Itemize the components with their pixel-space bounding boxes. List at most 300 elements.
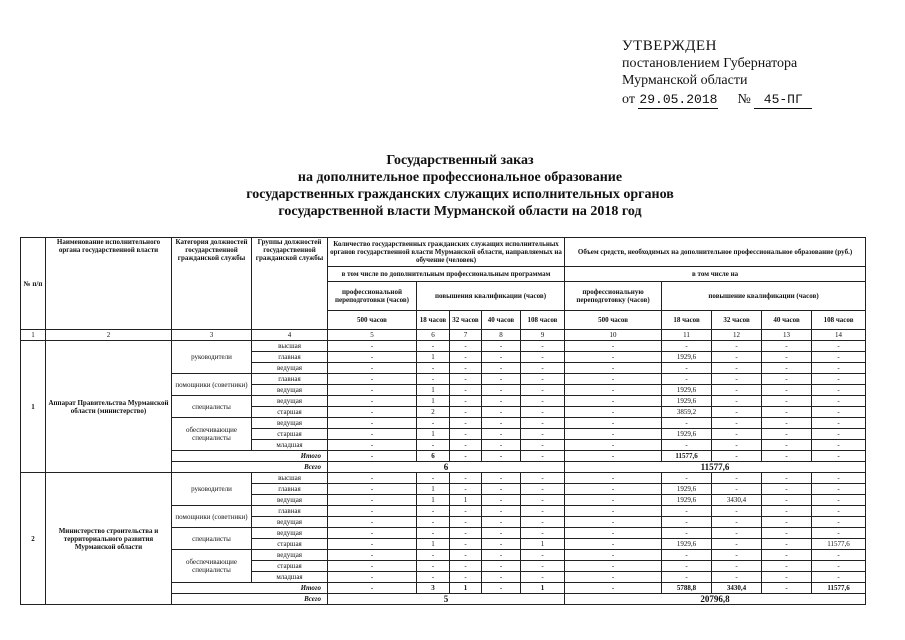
value-cell: - — [712, 539, 762, 550]
group-cell: главная — [252, 374, 328, 385]
itogo-label: Итого — [172, 451, 328, 462]
value-cell: - — [450, 506, 482, 517]
category-cell: помощники (советники) — [172, 506, 252, 528]
value-cell: - — [328, 517, 417, 528]
value-cell: - — [417, 418, 450, 429]
value-cell: - — [450, 539, 482, 550]
itogo-value: - — [482, 583, 521, 594]
value-cell: - — [328, 440, 417, 451]
value-cell: - — [712, 517, 762, 528]
header-32h: 32 часов — [450, 311, 482, 330]
value-cell: - — [450, 517, 482, 528]
col-num: 1 — [21, 330, 46, 341]
value-cell: - — [328, 528, 417, 539]
value-cell: - — [712, 341, 762, 352]
value-cell: - — [812, 385, 866, 396]
value-cell: - — [521, 517, 565, 528]
value-cell: - — [565, 495, 662, 506]
header-funds-retraining: профессиональную переподготовку (часов) — [565, 282, 662, 311]
value-cell: - — [450, 363, 482, 374]
value-cell: - — [712, 506, 762, 517]
approval-date: 29.05.2018 — [639, 92, 718, 107]
group-cell: главная — [252, 506, 328, 517]
group-cell: ведущая — [252, 550, 328, 561]
value-cell: 2 — [417, 407, 450, 418]
value-cell: - — [450, 473, 482, 484]
value-cell: - — [482, 484, 521, 495]
value-cell: - — [762, 484, 812, 495]
value-cell: 1929,6 — [662, 539, 712, 550]
value-cell: - — [762, 341, 812, 352]
value-cell: - — [565, 539, 662, 550]
value-cell: - — [712, 352, 762, 363]
group-cell: старшая — [252, 561, 328, 572]
value-cell: - — [417, 374, 450, 385]
value-cell: - — [812, 418, 866, 429]
value-cell: - — [662, 473, 712, 484]
value-cell: - — [328, 385, 417, 396]
group-cell: ведущая — [252, 418, 328, 429]
value-cell: - — [328, 506, 417, 517]
org-number: 1 — [21, 341, 46, 473]
value-cell: 3430,4 — [712, 495, 762, 506]
col-num: 13 — [762, 330, 812, 341]
value-cell: - — [521, 495, 565, 506]
value-cell: 11577,6 — [812, 539, 866, 550]
header-funds-sub: в том числе на — [565, 267, 866, 282]
value-cell: - — [565, 473, 662, 484]
value-cell: - — [521, 363, 565, 374]
value-cell: 1 — [417, 352, 450, 363]
value-cell: - — [762, 352, 812, 363]
value-cell: 1 — [417, 429, 450, 440]
value-cell: - — [762, 550, 812, 561]
value-cell: - — [812, 374, 866, 385]
value-cell: - — [662, 418, 712, 429]
value-cell: - — [328, 429, 417, 440]
col-num: 7 — [450, 330, 482, 341]
value-cell: - — [417, 363, 450, 374]
group-cell: высшая — [252, 341, 328, 352]
value-cell: - — [328, 396, 417, 407]
header-count: Количество государственных гражданских служащих исполнительных органов государственной власти Мурманской области, направляемых на обучение (человек) — [328, 238, 565, 267]
value-cell: - — [450, 550, 482, 561]
header-category: Категория должностей государственной гражданской службы — [172, 238, 252, 330]
group-cell: старшая — [252, 429, 328, 440]
group-cell: старшая — [252, 539, 328, 550]
header-40h: 40 часов — [482, 311, 521, 330]
value-cell: - — [521, 341, 565, 352]
value-cell: - — [712, 429, 762, 440]
value-cell: - — [328, 561, 417, 572]
col-num: 5 — [328, 330, 417, 341]
value-cell: - — [417, 572, 450, 583]
vsego-sum: 11577,6 — [565, 462, 866, 473]
value-cell: 1 — [417, 539, 450, 550]
title-line-1: Государственный заказ — [386, 153, 534, 168]
header-no: № п/п — [21, 238, 46, 330]
value-cell: - — [450, 374, 482, 385]
group-cell: ведущая — [252, 528, 328, 539]
col-num: 8 — [482, 330, 521, 341]
value-cell: - — [482, 374, 521, 385]
col-num: 12 — [712, 330, 762, 341]
value-cell: - — [521, 440, 565, 451]
group-cell: ведущая — [252, 363, 328, 374]
value-cell: - — [812, 429, 866, 440]
itogo-value: - — [521, 451, 565, 462]
value-cell: - — [450, 407, 482, 418]
value-cell: - — [812, 517, 866, 528]
value-cell: - — [762, 517, 812, 528]
header-funds: Объем средств, необходимых на дополнительное профессиональное образование (руб.) — [565, 238, 866, 267]
header-retraining: профессиональной переподготовки (часов) — [328, 282, 417, 311]
value-cell: - — [812, 528, 866, 539]
value-cell: - — [482, 528, 521, 539]
org2-section — [21, 473, 866, 605]
value-cell: - — [565, 506, 662, 517]
group-cell: главная — [252, 352, 328, 363]
value-cell: 1929,6 — [662, 484, 712, 495]
value-cell: - — [812, 363, 866, 374]
value-cell: - — [521, 528, 565, 539]
value-cell: - — [762, 495, 812, 506]
value-cell: - — [450, 440, 482, 451]
approval-block — [622, 38, 892, 109]
value-cell: - — [812, 561, 866, 572]
header-500h-funds: 500 часов — [565, 311, 662, 330]
value-cell: - — [417, 473, 450, 484]
vsego-count: 6 — [328, 462, 565, 473]
value-cell: 3859,2 — [662, 407, 712, 418]
itogo-value: 11577,6 — [812, 583, 866, 594]
group-cell: ведущая — [252, 495, 328, 506]
itogo-value: - — [450, 451, 482, 462]
date-prefix: от — [622, 92, 635, 107]
group-cell: младшая — [252, 572, 328, 583]
header-qualification: повышения квалификации (часов) — [417, 282, 565, 311]
value-cell: 1 — [417, 385, 450, 396]
col-num: 10 — [565, 330, 662, 341]
value-cell: - — [565, 385, 662, 396]
value-cell: - — [712, 363, 762, 374]
value-cell: 1 — [417, 495, 450, 506]
category-cell: специалисты — [172, 396, 252, 418]
value-cell: - — [482, 572, 521, 583]
value-cell: - — [762, 374, 812, 385]
vsego-label: Всего — [172, 594, 328, 605]
approval-number: 45-ПГ — [754, 91, 812, 109]
value-cell: - — [417, 517, 450, 528]
value-cell: - — [762, 440, 812, 451]
value-cell: - — [712, 528, 762, 539]
value-cell: - — [565, 374, 662, 385]
value-cell: - — [482, 495, 521, 506]
header-40h-funds: 40 часов — [762, 311, 812, 330]
org-name: Министерство строительства и территориального развития Мурманской области — [46, 473, 172, 605]
itogo-value: 1 — [521, 583, 565, 594]
itogo-value: 1 — [450, 583, 482, 594]
value-cell: - — [812, 440, 866, 451]
value-cell: - — [482, 341, 521, 352]
org-number: 2 — [21, 473, 46, 605]
value-cell: - — [328, 572, 417, 583]
value-cell: 1 — [417, 484, 450, 495]
itogo-value: 6 — [417, 451, 450, 462]
value-cell: - — [328, 484, 417, 495]
value-cell: 1 — [417, 396, 450, 407]
itogo-value: 11577,6 — [662, 451, 712, 462]
header-32h-funds: 32 часов — [712, 311, 762, 330]
org-name: Аппарат Правительства Мурманской области (министерство) — [46, 341, 172, 473]
value-cell: - — [565, 429, 662, 440]
value-cell: - — [450, 528, 482, 539]
itogo-value: - — [328, 451, 417, 462]
value-cell: - — [328, 374, 417, 385]
itogo-value: - — [565, 583, 662, 594]
value-cell: - — [762, 528, 812, 539]
value-cell: - — [762, 572, 812, 583]
value-cell: - — [482, 473, 521, 484]
itogo-value: 3430,4 — [712, 583, 762, 594]
value-cell: - — [662, 550, 712, 561]
value-cell: - — [812, 473, 866, 484]
value-cell: - — [565, 407, 662, 418]
value-cell: - — [482, 352, 521, 363]
value-cell: 1929,6 — [662, 385, 712, 396]
value-cell: - — [521, 429, 565, 440]
value-cell: - — [812, 396, 866, 407]
category-cell: специалисты — [172, 528, 252, 550]
approval-line-2: Мурманской области — [622, 73, 748, 88]
value-cell: - — [482, 561, 521, 572]
value-cell: - — [762, 539, 812, 550]
category-cell: руководители — [172, 341, 252, 374]
header-18h-funds: 18 часов — [662, 311, 712, 330]
value-cell: - — [812, 550, 866, 561]
col-num: 14 — [812, 330, 866, 341]
value-cell: - — [565, 418, 662, 429]
value-cell: - — [482, 363, 521, 374]
category-cell: обеспечивающие специалисты — [172, 550, 252, 583]
value-cell: - — [762, 561, 812, 572]
header-group: Группы должностей государственной гражданской службы — [252, 238, 328, 330]
value-cell: - — [482, 418, 521, 429]
org1-section — [21, 341, 866, 473]
value-cell: - — [482, 429, 521, 440]
value-cell: - — [712, 484, 762, 495]
value-cell: - — [450, 396, 482, 407]
value-cell: - — [521, 561, 565, 572]
group-cell: главная — [252, 484, 328, 495]
value-cell: - — [328, 407, 417, 418]
value-cell: - — [565, 550, 662, 561]
vsego-label: Всего — [172, 462, 328, 473]
value-cell: - — [712, 550, 762, 561]
value-cell: - — [565, 561, 662, 572]
value-cell: - — [712, 440, 762, 451]
value-cell: - — [482, 407, 521, 418]
itogo-value: - — [712, 451, 762, 462]
value-cell: - — [328, 352, 417, 363]
value-cell: - — [565, 440, 662, 451]
value-cell: 1929,6 — [662, 429, 712, 440]
value-cell: - — [812, 341, 866, 352]
group-cell: старшая — [252, 407, 328, 418]
value-cell: - — [762, 429, 812, 440]
group-cell: ведущая — [252, 385, 328, 396]
col-num: 4 — [252, 330, 328, 341]
value-cell: - — [417, 506, 450, 517]
value-cell: - — [521, 418, 565, 429]
value-cell: - — [521, 385, 565, 396]
col-num: 3 — [172, 330, 252, 341]
value-cell: - — [762, 407, 812, 418]
col-num: 9 — [521, 330, 565, 341]
value-cell: - — [712, 396, 762, 407]
value-cell: - — [450, 429, 482, 440]
value-cell: - — [712, 418, 762, 429]
value-cell: - — [762, 418, 812, 429]
header-funds-qualification: повышение квалификации (часов) — [662, 282, 866, 311]
value-cell: - — [662, 363, 712, 374]
value-cell: - — [482, 440, 521, 451]
value-cell: - — [662, 528, 712, 539]
value-cell: - — [521, 407, 565, 418]
value-cell: - — [521, 506, 565, 517]
value-cell: - — [450, 385, 482, 396]
value-cell: - — [521, 374, 565, 385]
table-row — [21, 473, 866, 484]
value-cell: - — [565, 363, 662, 374]
value-cell: - — [662, 374, 712, 385]
itogo-value: - — [328, 583, 417, 594]
value-cell: - — [417, 550, 450, 561]
header-500h: 500 часов — [328, 311, 417, 330]
value-cell: 1 — [521, 539, 565, 550]
value-cell: 1929,6 — [662, 495, 712, 506]
value-cell: - — [328, 495, 417, 506]
table-row — [21, 341, 866, 352]
category-cell: руководители — [172, 473, 252, 506]
title-line-2: на дополнительное профессиональное образование — [297, 170, 623, 185]
itogo-value: - — [812, 451, 866, 462]
value-cell: - — [417, 561, 450, 572]
value-cell: - — [712, 473, 762, 484]
approval-line-1: постановлением Губернатора — [622, 56, 798, 71]
value-cell: - — [482, 385, 521, 396]
value-cell: - — [712, 374, 762, 385]
header-108h-funds: 108 часов — [812, 311, 866, 330]
value-cell: - — [328, 539, 417, 550]
value-cell: - — [450, 484, 482, 495]
value-cell: - — [521, 396, 565, 407]
value-cell: - — [565, 517, 662, 528]
value-cell: - — [482, 517, 521, 528]
value-cell: - — [565, 572, 662, 583]
value-cell: - — [328, 341, 417, 352]
value-cell: - — [328, 473, 417, 484]
value-cell: - — [662, 440, 712, 451]
value-cell: - — [328, 550, 417, 561]
value-cell: - — [565, 352, 662, 363]
value-cell: 1 — [450, 495, 482, 506]
header-organ: Наименование исполнительного органа государственной власти — [46, 238, 172, 330]
itogo-value: - — [762, 451, 812, 462]
value-cell: - — [812, 572, 866, 583]
value-cell: - — [450, 561, 482, 572]
value-cell: - — [812, 484, 866, 495]
value-cell: 1929,6 — [662, 396, 712, 407]
value-cell: - — [662, 341, 712, 352]
itogo-value: 3 — [417, 583, 450, 594]
title-line-3: государственных гражданских служащих исполнительных органов — [246, 187, 674, 202]
value-cell: - — [762, 363, 812, 374]
value-cell: - — [812, 495, 866, 506]
itogo-value: - — [565, 451, 662, 462]
value-cell: - — [762, 506, 812, 517]
itogo-value: - — [762, 583, 812, 594]
category-cell: обеспечивающие специалисты — [172, 418, 252, 451]
value-cell: - — [712, 572, 762, 583]
value-cell: - — [712, 561, 762, 572]
group-cell: ведущая — [252, 517, 328, 528]
header-count-sub: в том числе по дополнительным профессиональным программам — [328, 267, 565, 282]
itogo-label: Итого — [172, 583, 328, 594]
value-cell: - — [762, 396, 812, 407]
group-cell: младшая — [252, 440, 328, 451]
value-cell: - — [417, 440, 450, 451]
value-cell: - — [812, 352, 866, 363]
value-cell: - — [450, 418, 482, 429]
value-cell: - — [712, 385, 762, 396]
value-cell: - — [762, 473, 812, 484]
value-cell: - — [482, 506, 521, 517]
value-cell: - — [662, 506, 712, 517]
order-table — [20, 237, 866, 605]
number-prefix: № — [737, 92, 751, 107]
header-18h: 18 часов — [417, 311, 450, 330]
value-cell: - — [417, 528, 450, 539]
value-cell: - — [565, 484, 662, 495]
approval-date-line — [622, 91, 892, 109]
value-cell: - — [521, 550, 565, 561]
itogo-value: - — [482, 451, 521, 462]
title-line-4: государственной власти Мурманской области на 2018 год — [278, 204, 642, 219]
value-cell: - — [521, 352, 565, 363]
value-cell: - — [450, 352, 482, 363]
group-cell: ведущая — [252, 396, 328, 407]
category-cell: помощники (советники) — [172, 374, 252, 396]
value-cell: - — [521, 484, 565, 495]
value-cell: - — [565, 528, 662, 539]
group-cell: высшая — [252, 473, 328, 484]
value-cell: - — [712, 407, 762, 418]
vsego-count: 5 — [328, 594, 565, 605]
value-cell: - — [662, 517, 712, 528]
value-cell: - — [812, 407, 866, 418]
col-num: 6 — [417, 330, 450, 341]
value-cell: - — [812, 506, 866, 517]
col-num: 2 — [46, 330, 172, 341]
value-cell: - — [762, 385, 812, 396]
value-cell: - — [328, 418, 417, 429]
value-cell: - — [482, 396, 521, 407]
value-cell: - — [328, 363, 417, 374]
value-cell: - — [662, 572, 712, 583]
value-cell: - — [565, 341, 662, 352]
value-cell: - — [482, 550, 521, 561]
